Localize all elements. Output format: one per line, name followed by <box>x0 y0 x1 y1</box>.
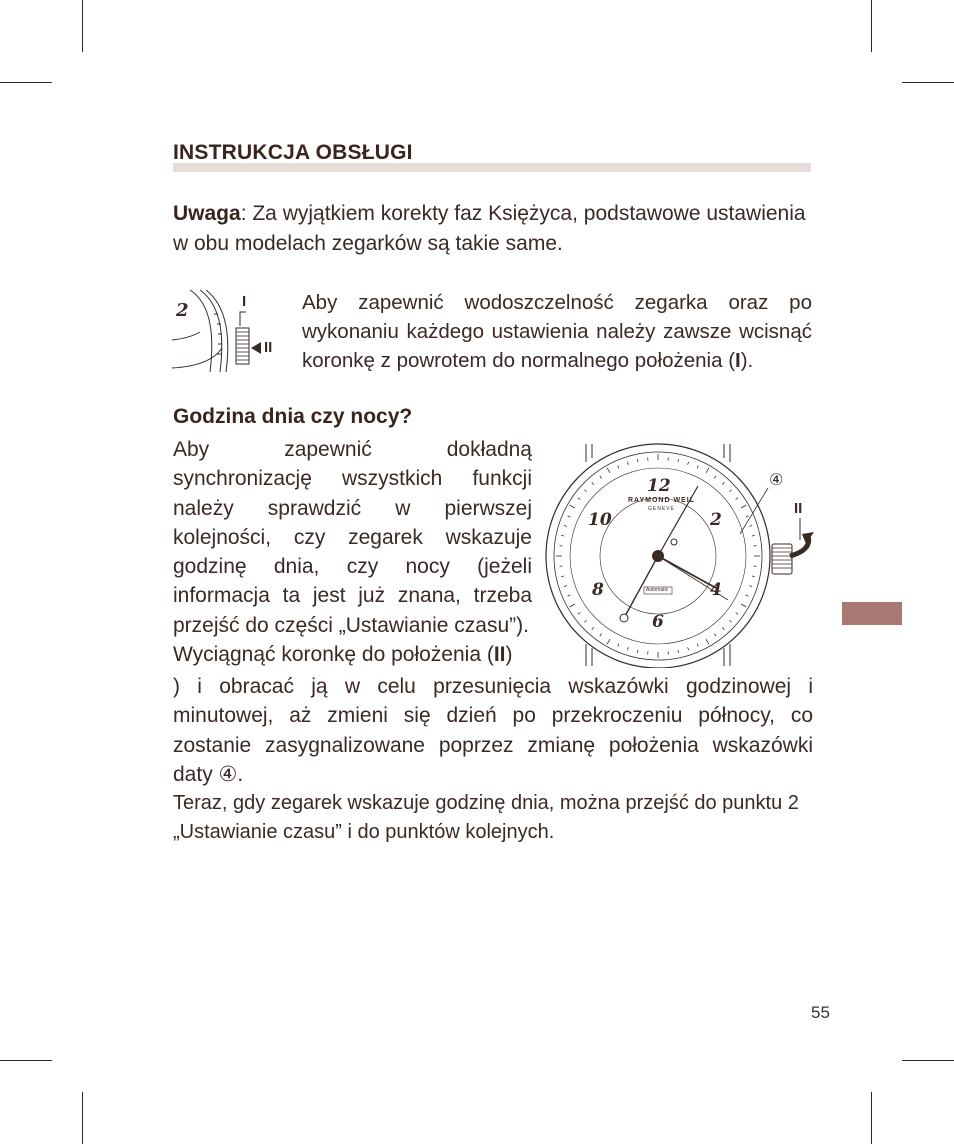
watch-numeral-4: 4 <box>710 580 722 600</box>
note-label: Uwaga <box>173 202 241 225</box>
watch-numeral-6: 6 <box>652 612 664 632</box>
crown-position-figure <box>170 288 280 374</box>
crop-mark <box>0 82 52 83</box>
note-text: : Za wyjątkiem korekty faz Księżyca, podstawowe ustawienia w obu modelach zegarków są takie same. <box>173 202 806 255</box>
watch-numeral-2: 2 <box>710 510 722 530</box>
crown-paragraph-end: ). <box>740 349 754 372</box>
date-hand-callout: ④ <box>769 472 784 489</box>
watch-automatic: Automatic <box>646 587 669 593</box>
crop-mark <box>871 0 872 52</box>
continuation-text: ) i obracać ją w celu przesunięcia wskazówki godzinowej i minutowej, aż zmieni się dzień po przekroczeniu północy, co zostanie zasygnalizowane poprzez zmianę położenia wskazówki daty ④. <box>173 675 813 786</box>
heading-underline-bar <box>173 163 811 172</box>
watch-numeral-8: 8 <box>592 580 604 600</box>
crown-position-bold: I <box>735 349 741 372</box>
page-number: 55 <box>811 1003 830 1022</box>
day-night-paragraph <box>173 435 532 669</box>
crown-numeral: 2 <box>176 300 189 321</box>
watch-brand: RAYMOND WEIL <box>628 497 695 504</box>
pull-crown-position: II <box>493 643 506 667</box>
heading-title: INSTRUKCJA OBSŁUGI <box>173 141 413 164</box>
subsection-title: Godzina dnia czy nocy? <box>173 405 413 428</box>
crown-paragraph <box>302 288 812 375</box>
watch-numeral-10: 10 <box>588 510 612 530</box>
chapter-tab <box>842 602 902 625</box>
crop-mark <box>0 1060 52 1061</box>
day-night-paragraph-text: Aby zapewnić dokładną synchronizację wszystkich funkcji należy sprawdzić w pierwszej kolejności, czy zegarek wskazuje godzinę dnia, czy nocy (jeżeli informacja ta jest już znana, trzeba przejść do części „Ustawianie czasu”). <box>173 438 532 637</box>
watch-figure <box>540 440 820 668</box>
crown-position-1-label: I <box>242 293 247 310</box>
crop-mark <box>871 1092 872 1144</box>
continuation-paragraph <box>173 672 813 848</box>
next-step-text: Teraz, gdy zegarek wskazuje godzinę dnia, można przejść do punktu 2 „Ustawianie czasu” i do punktów kolejnych. <box>173 792 799 844</box>
crop-mark <box>902 82 954 83</box>
crown-paragraph-text: Aby zapewnić wodoszczelność zegarka oraz po wykonaniu każdego ustawienia należy zawsze wcisnąć koronkę z powrotem do normalnego położenia ( <box>302 291 812 372</box>
section-heading <box>173 141 811 165</box>
pull-crown-text: Wyciągnąć koronkę do położenia ( <box>173 643 494 667</box>
pull-crown-line: Wyciągnąć koronkę do położenia (II) <box>173 643 513 667</box>
crop-mark <box>82 1092 83 1144</box>
watch-city: GENEVE <box>648 506 675 512</box>
note-paragraph <box>173 199 813 258</box>
crop-mark <box>82 0 83 52</box>
watch-numeral-12: 12 <box>647 476 671 496</box>
crown-position-2-label: II <box>264 339 273 356</box>
crop-mark <box>902 1060 954 1061</box>
watch-crown-position-label: II <box>794 500 803 517</box>
